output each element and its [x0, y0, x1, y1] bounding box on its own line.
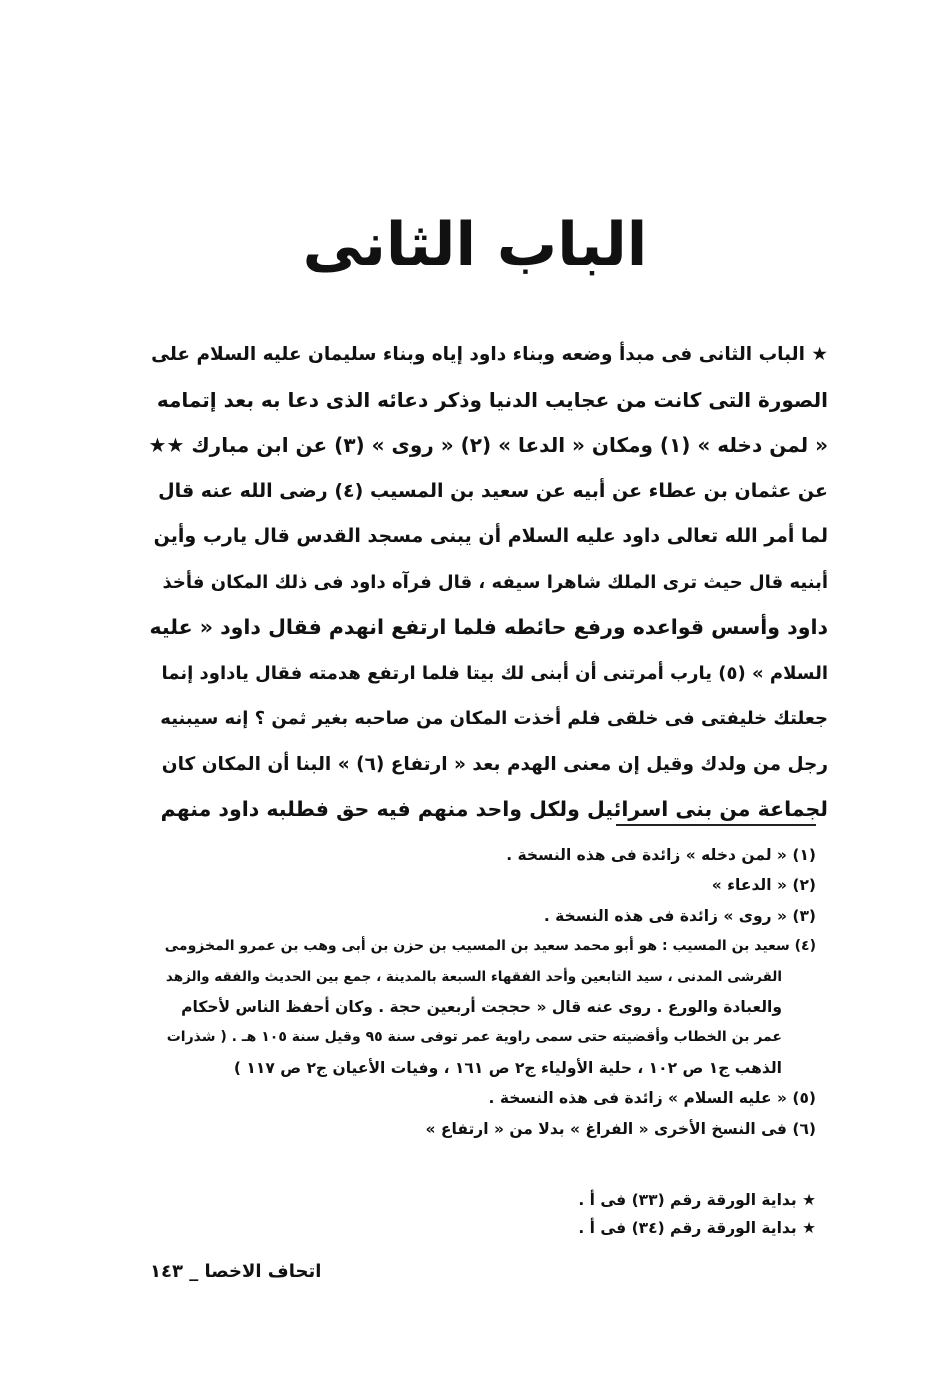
footnote-line: الذهب ج١ ص ١٠٢ ، حلية الأولياء ج٢ ص ١٦١ ، وفيات الأعيان ج٢ ص ١١٧ ) — [233, 1058, 782, 1077]
footnote-separator — [616, 824, 816, 826]
folio-marker: ★ بداية الورقة رقم (٣٣) فى أ . — [578, 1191, 816, 1209]
footnote-line: (٢) « الدعاء » — [711, 876, 816, 895]
footnote-line: القرشى المدنى ، سيد التابعين وأحد الفقهاء السبعة بالمدينة ، جمع بين الحديث والفقه والزهد — [165, 968, 782, 985]
footnote-line: (٤) سعيد بن المسيب : هو أبو محمد سعيد بن المسيب بن حزن بن أبى وهب بن عمرو المخزومى — [164, 938, 816, 955]
body-line: « لمن دخله » (١) ومكان « الدعا » (٢) « روى » (٣) عن ابن مبارك ★★ — [148, 433, 828, 457]
body-line: الصورة التى كانت من عجايب الدنيا وذكر دعائه الذى دعا به بعد إتمامه — [156, 387, 828, 412]
chapter-title: الباب الثانى — [302, 210, 648, 280]
footnote-line: والعبادة والورع . روى عنه قال « حججت أربعين حجة . وكان أحفظ الناس لأحكام — [181, 997, 782, 1016]
folio-markers — [420, 1186, 816, 1242]
body-line: ★ الباب الثانى فى مبدأ وضعه وبناء داود إياه وبناء سليمان عليه السلام على — [151, 344, 828, 365]
body-line: جعلتك خليفتى فى خلقى فلم أخذت المكان من صاحبه بغير ثمن ؟ إنه سيبنيه — [160, 708, 828, 729]
footnote-line: (١) « لمن دخله » زائدة فى هذه النسخة . — [506, 846, 816, 864]
body-line: لجماعة من بنى اسرائيل ولكل واحد منهم فيه حق فطلبه داود منهم — [160, 797, 828, 821]
footnote-line: (٣) « روى » زائدة فى هذه النسخة . — [543, 906, 816, 925]
body-line: لما أمر الله تعالى داود عليه السلام أن يبنى مسجد القدس قال يارب وأين — [153, 525, 828, 547]
body-line: داود وأسس قواعده ورفع حائطه فلما ارتفع انهدم فقال داود « عليه — [149, 615, 828, 639]
body-line: رجل من ولدك وقيل إن معنى الهدم بعد « ارتفاع (٦) » البنا أن المكان كان — [161, 753, 828, 775]
footnote-line: (٦) فى النسخ الأخرى « الفراغ » بدلا من « ارتفاع » — [425, 1119, 816, 1138]
footnotes — [160, 840, 816, 1144]
body-text — [148, 332, 828, 833]
body-line: أبنيه قال حيث ترى الملك شاهرا سيفه ، قال فرآه داود فى ذلك المكان فأخذ — [162, 571, 828, 593]
body-line: السلام » (٥) يارب أمرتنى أن أبنى لك بيتا فلما ارتفع هدمته فقال ياداود إنما — [161, 662, 828, 684]
body-line: عن عثمان بن عطاء عن أبيه عن سعيد بن المسيب (٤) رضى الله عنه قال — [158, 479, 828, 502]
footnote-line: (٥) « عليه السلام » زائدة فى هذه النسخة . — [488, 1089, 816, 1108]
folio-marker: ★ بداية الورقة رقم (٣٤) فى أ . — [578, 1219, 816, 1237]
footnote-line: عمر بن الخطاب وأقضيته حتى سمى راوية عمر توفى سنة ٩٥ وقيل سنة ١٠٥ هـ . ( شذرات — [166, 1029, 782, 1046]
page-footer: اتحاف الاخصا _ ١٤٣ — [150, 1261, 322, 1282]
